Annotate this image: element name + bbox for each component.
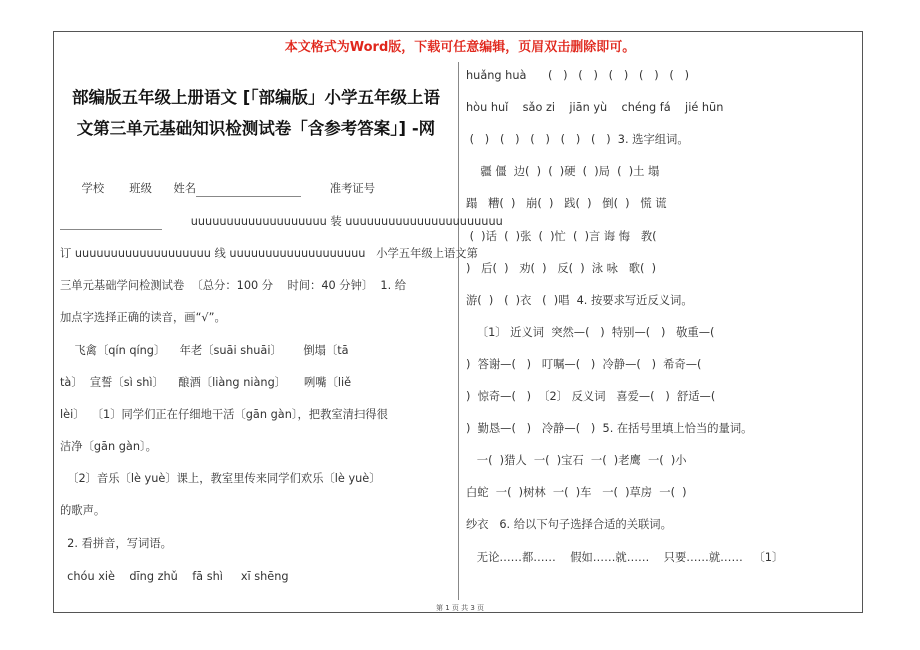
right-line-7: 游( ) ( )衣 ( )唱 4. 按要求写近反义词。	[466, 293, 693, 307]
right-line-6: ) 后( ) 劝( ) 反( ) 泳 咏 歌( )	[466, 261, 657, 275]
right-line-14: 纱衣 6. 给以下句子选择合适的关联词。	[466, 518, 672, 532]
doc-title-line-2: 文第三单元基础知识检测试卷「含参考答案」] -网	[76, 119, 436, 138]
exam-id-field[interactable]	[60, 215, 162, 230]
left-line-2: 三单元基础学问检测试卷 〔总分：100 分 时间：40 分钟〕 1. 给	[60, 279, 407, 292]
right-line-15: 无论……都…… 假如……就…… 只要……就…… 〔1〕	[466, 550, 784, 564]
left-line-5: tà〕 宣誓〔sì shì〕 酿酒〔liàng niàng〕 咧嘴〔liě	[60, 376, 352, 389]
right-line-5: ( )话 ( )张 ( )忙 ( )言 诲 悔 教(	[466, 229, 657, 243]
page-footer: 第 1 页 共 3 页	[435, 604, 485, 612]
left-line-9: 的歌声。	[60, 504, 106, 517]
class-label: 班级	[129, 182, 152, 195]
left-line-6: lèi〕 〔1〕同学们正在仔细地干活〔gān gàn〕，把教室清扫得很	[60, 408, 388, 421]
right-line-1: hòu huǐ sǎo zi jiān yù chéng fá jié hūn	[466, 101, 724, 115]
school-label: 学校	[81, 182, 105, 195]
right-line-2: ( ) ( ) ( ) ( ) ( ) 3. 选字组词。	[466, 133, 689, 147]
left-line-7: 洁净〔gān gàn〕。	[60, 440, 157, 453]
left-line-0	[60, 215, 503, 230]
right-line-3: 疆 僵 边( ) ( )硬 ( )局 ( )土 塌	[466, 165, 660, 179]
name-field[interactable]	[196, 182, 301, 197]
column-divider	[458, 62, 459, 600]
left-line-8: 〔2〕音乐〔lè yuè〕课上，教室里传来同学们欢乐〔lè yuè〕	[60, 472, 381, 485]
right-line-9: ) 答谢—( ) 叮嘱—( ) 冷静—( ) 希奇—(	[466, 357, 702, 371]
doc-title-line-1: 部编版五年级上册语文 [「部编版」小学五年级上语	[71, 88, 441, 107]
right-line-0: huǎng huà ( ) ( ) ( ) ( ) ( )	[466, 69, 689, 82]
right-line-12: 一( )猎人 一( )宝石 一( )老鹰 一( )小	[466, 454, 687, 468]
right-line-4: 蹋 糟( ) 崩( ) 践( ) 倒( ) 慌 谎	[466, 197, 667, 211]
left-line-11: chóu xiè dīng zhǔ fā shì xī shēng	[60, 570, 289, 583]
info-row	[60, 182, 375, 197]
right-line-11: ) 勤恳—( ) 冷静—( ) 5. 在括号里填上恰当的量词。	[466, 422, 753, 436]
name-label: 姓名	[173, 182, 197, 195]
left-line-10: 2. 看拼音，写词语。	[60, 537, 172, 550]
header-banner: 本文格式为Word版，下载可任意编辑，页眉双击删除即可。	[284, 40, 636, 55]
left-line-4: 飞禽〔qín qíng〕 年老〔suāi shuāi〕 倒塌〔tā	[60, 344, 349, 357]
left-line-1: 订 uuuuuuuuuuuuuuuuuuu 线 uuuuuuuuuuuuuuuuuuu 小学五年级上语文第	[60, 247, 478, 260]
left-line-3: 加点字选择正确的读音，画“√”。	[60, 311, 226, 324]
right-line-8: 〔1〕 近义词 突然—( ) 特别—( ) 敬重—(	[466, 325, 715, 339]
exam-id-label: 准考证号	[329, 182, 375, 195]
binding-line-text: uuuuuuuuuuuuuuuuuuu 装 uuuuuuuuuuuuuuuuuuuuuu	[190, 215, 503, 228]
right-line-13: 白蛇 一( )树林 一( )车 一( )草房 一( )	[466, 486, 687, 500]
right-line-10: ) 惊奇—( ) 〔2〕 反义词 喜爱—( ) 舒适—(	[466, 390, 716, 403]
